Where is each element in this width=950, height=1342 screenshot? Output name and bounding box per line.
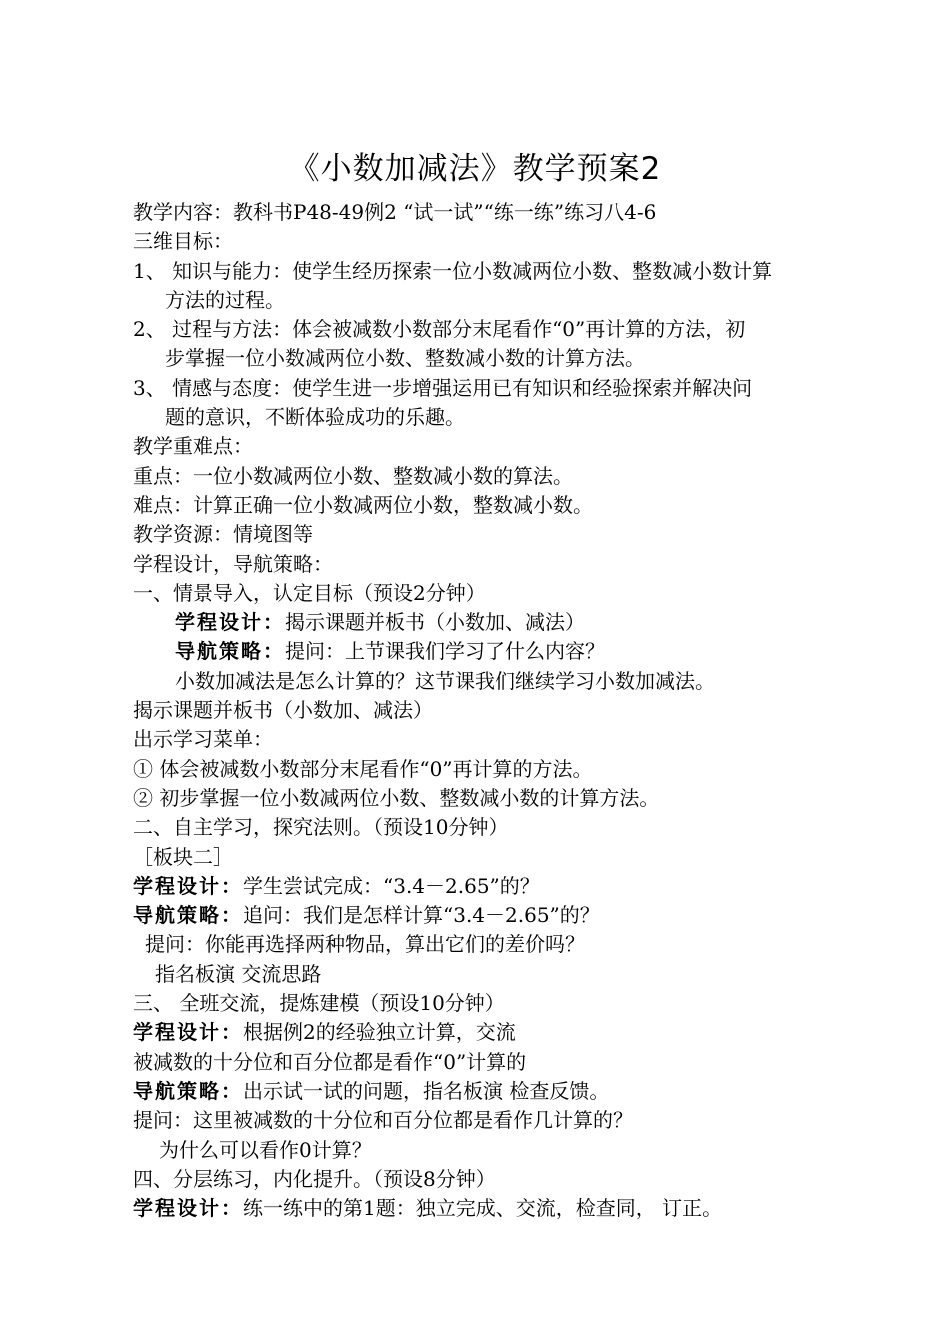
teaching-content-line: 教学内容：教科书P48-49例2 “试一试”“练一练”练习八4-6 [133, 200, 657, 224]
menu-item-1: ① 体会被减数小数部分末尾看作“0”再计算的方法。 [133, 756, 593, 781]
design-heading: 学程设计，导航策略： [133, 551, 333, 576]
menu-heading: 出示学习菜单： [133, 727, 273, 752]
key-points-heading: 教学重难点： [133, 434, 253, 459]
design-label: 学程设计： [133, 1196, 243, 1221]
objective-3: 3、 情感与态度：使学生进一步增强运用已有知识和经验探索并解决问 [133, 375, 753, 400]
objective-1: 1、 知识与能力：使学生经历探索一位小数减两位小数、整数减小数计算 [133, 258, 773, 283]
objective-2-cont: 步掌握一位小数减两位小数、整数减小数的计算方法。 [165, 346, 645, 371]
section-1-heading: 一、情景导入，认定目标（预设2分钟） [133, 580, 486, 605]
difficulty-line: 难点：计算正确一位小数减两位小数，整数减小数。 [133, 492, 593, 517]
section-2-question-line: 提问：你能再选择两种物品，算出它们的差价吗？ [145, 932, 585, 957]
objective-3-cont: 题的意识，不断体验成功的乐趣。 [165, 405, 465, 430]
section-2-board-line: 指名板演 交流思路 [155, 961, 322, 986]
section-3-heading: 三、 全班交流，提炼建模（预设10分钟） [133, 991, 505, 1016]
objective-2: 2、 过程与方法：体会被减数小数部分末尾看作“0”再计算的方法，初 [133, 317, 746, 342]
section-1-strategy-line: 导航策略：提问：上节课我们学习了什么内容？ [175, 639, 605, 664]
section-2-design-line: 学程设计：学生尝试完成：“3.4－2.65”的？ [133, 873, 540, 898]
section-3-why-line: 为什么可以看作0计算？ [159, 1137, 372, 1162]
document-title: 《小数加减法》教学预案2 [288, 151, 662, 187]
section-1-question-line: 小数加减法是怎么计算的？这节课我们继续学习小数加减法。 [175, 668, 715, 693]
design-label: 学程设计： [175, 610, 285, 635]
section-3-question-line: 提问：这里被减数的十分位和百分位都是看作几计算的？ [133, 1108, 633, 1133]
section-3-note-line: 被减数的十分位和百分位都是看作“0”计算的 [133, 1049, 527, 1074]
resources-line: 教学资源：情境图等 [133, 522, 313, 547]
design-label: 学程设计： [133, 1020, 243, 1045]
section-3-strategy-line: 导航策略：出示试一试的问题，指名板演 检查反馈。 [133, 1078, 610, 1103]
design-label: 学程设计： [133, 873, 243, 898]
objectives-heading: 三维目标： [133, 229, 233, 254]
section-1-design-line: 学程设计：揭示课题并板书（小数加、减法） [175, 610, 585, 635]
section-4-design-line: 学程设计：练一练中的第1题：独立完成、交流，检查同， 订正。 [133, 1196, 723, 1221]
strategy-label: 导航策略： [133, 1078, 243, 1103]
strategy-label: 导航策略： [175, 639, 285, 664]
menu-item-2: ② 初步掌握一位小数减两位小数、整数减小数的计算方法。 [133, 785, 660, 810]
section-2-strategy-line: 导航策略：追问：我们是怎样计算“3.4－2.65”的？ [133, 903, 600, 928]
objective-1-cont: 方法的过程。 [165, 287, 285, 312]
section-4-heading: 四、分层练习，内化提升。（预设8分钟） [133, 1166, 496, 1191]
section-2-heading: 二、自主学习，探究法则。（预设10分钟） [133, 815, 509, 840]
strategy-label: 导航策略： [133, 903, 243, 928]
reveal-topic-line: 揭示课题并板书（小数加、减法） [133, 698, 433, 723]
key-point-line: 重点：一位小数减两位小数、整数减小数的算法。 [133, 463, 573, 488]
document-body [133, 198, 833, 1223]
block-label: ［板块二］ [133, 844, 233, 869]
section-3-design-line: 学程设计：根据例2的经验独立计算，交流 [133, 1020, 516, 1045]
